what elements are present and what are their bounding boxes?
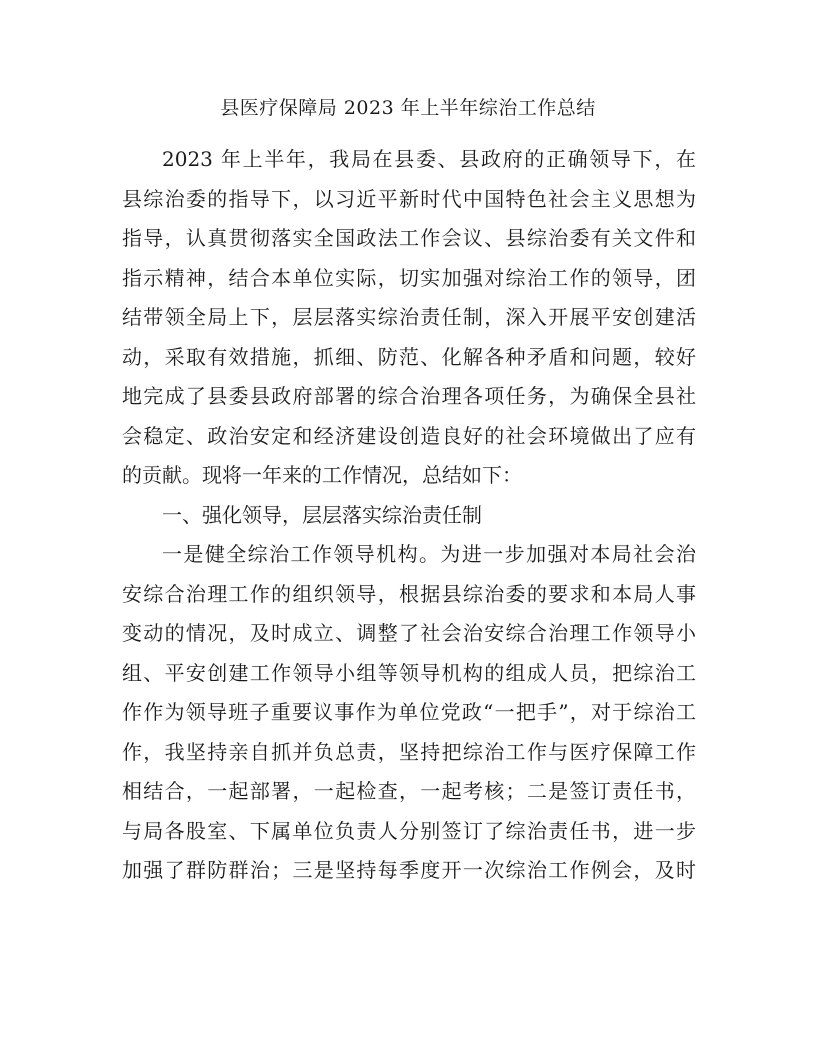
paragraph-line: 结带领全局上下，层层落实综治责任制，深入开展平安创建活 [122, 305, 696, 329]
paragraph-line: 2023 年上半年，我局在县委、县政府的正确领导下，在 [162, 147, 696, 171]
paragraph-line: 指示精神，结合本单位实际，切实加强对综治工作的领导，团 [122, 265, 696, 290]
paragraph-line: 作作为领导班子重要议事作为单位党政“一把手”，对于综治工 [122, 700, 696, 724]
paragraph-line: 会稳定、政治安定和经济建设创造良好的社会环境做出了应有 [122, 423, 696, 448]
document-body [122, 140, 696, 891]
paragraph-line: 的贡献。现将一年来的工作情况，总结如下： [122, 463, 522, 487]
paragraph-line: 安综合治理工作的组织领导，根据县综治委的要求和本局人事 [122, 581, 696, 606]
paragraph-line: 组、平安创建工作领导小组等领导机构的组成人员，把综治工 [122, 660, 696, 685]
paragraph-line: 相结合，一起部署，一起检查，一起考核；二是签订责任书， [122, 779, 696, 803]
paragraph-line: 加强了群防群治；三是坚持每季度开一次综治工作例会，及时 [122, 858, 696, 882]
section-heading: 一、强化领导，层层落实综治责任制 [162, 502, 482, 527]
paragraph-line: 变动的情况，及时成立、调整了社会治安综合治理工作领导小 [122, 621, 696, 645]
paragraph-line: 一是健全综治工作领导机构。为进一步加强对本局社会治 [162, 542, 696, 566]
paragraph-line: 与局各股室、下属单位负责人分别签订了综治责任书，进一步 [122, 818, 696, 843]
paragraph-line: 作，我坚持亲自抓并负总责，坚持把综治工作与医疗保障工作 [122, 739, 696, 764]
paragraph-line: 县综治委的指导下，以习近平新时代中国特色社会主义思想为 [122, 186, 696, 211]
paragraph-line: 动，采取有效措施，抓细、防范、化解各种矛盾和问题，较好 [122, 344, 696, 369]
paragraph-line: 地完成了县委县政府部署的综合治理各项任务，为确保全县社 [122, 384, 696, 408]
paragraph-line: 指导，认真贯彻落实全国政法工作会议、县综治委有关文件和 [122, 226, 696, 250]
document-title: 县医疗保障局 2023 年上半年综治工作总结 [220, 97, 596, 119]
